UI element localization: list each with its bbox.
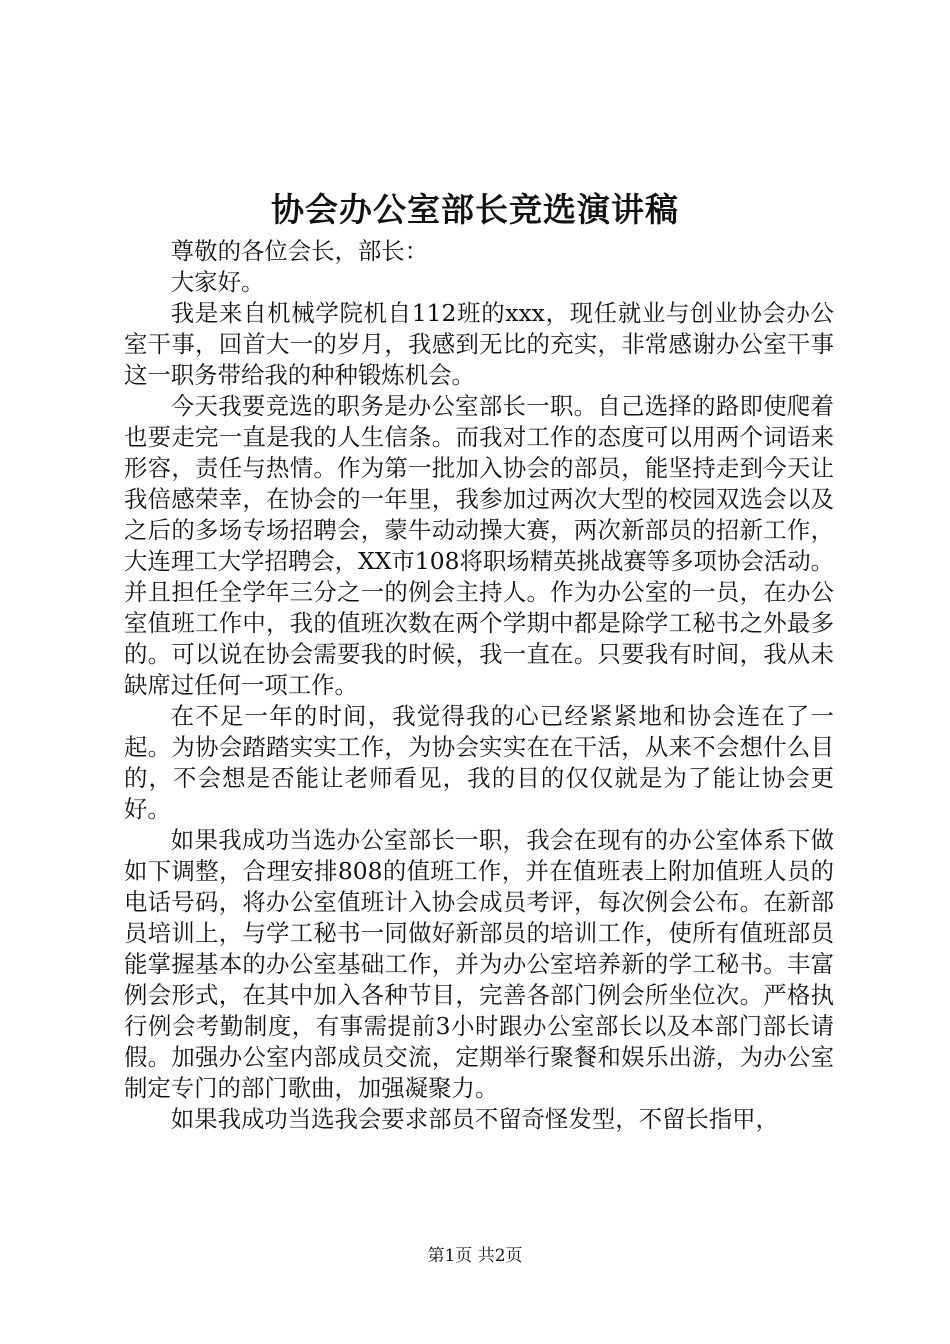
greeting-paragraph: 大家好。 [170, 268, 265, 296]
intro-paragraph: 我是来自机械学院机自112班的xxx，现任就业与创业协会办公室干事，回首大一的岁月，我感到无比的充实，非常感谢办公室干事这一职务带给我的种种锻炼机会。 [124, 299, 834, 389]
plan-paragraph: 如果我成功当选办公室部长一职，我会在现有的办公室体系下做如下调整，合理安排808的值班工作，并在值班表上附加值班人员的电话号码，将办公室值班计入协会成员考评，每次例会公布。在新部员培训上，与学工秘书一同做好新部员的培训工作，使所有值班部员能掌握基本的办公室基础工作，并为办公室培养新的学工秘书。丰富例会形式，在其中加入各种节目，完善各部门例会所坐位次。严格执行例会考勤制度，有事需提前3小时跟办公室部长以及本部门部长请假。加强办公室内部成员交流，定期举行聚餐和娱乐出游，为办公室制定专门的部门歌曲，加强凝聚力。 [124, 826, 834, 1102]
page-footer [0, 1244, 950, 1268]
commitment-paragraph: 在不足一年的时间，我觉得我的心已经紧紧地和协会连在了一起。为协会踏踏实实工作，为协会实实在在干活，从来不会想什么目的，不会想是否能让老师看见，我的目的仅仅就是为了能让协会更好。 [124, 702, 834, 823]
page-number-label: 第1页 共2页 [427, 1246, 523, 1266]
requirements-paragraph: 如果我成功当选我会要求部员不留奇怪发型，不留长指甲， [170, 1105, 779, 1133]
experience-paragraph: 今天我要竞选的职务是办公室部长一职。自己选择的路即使爬着也要走完一直是我的人生信条。而我对工作的态度可以用两个词语来形容，责任与热情。作为第一批加入协会的部员，能坚持走到今天让我倍感荣幸，在协会的一年里，我参加过两次大型的校园双选会以及之后的多场专场招聘会，蒙牛动动操大赛，两次新部员的招新工作，大连理工大学招聘会，XX市108将职场精英挑战赛等多项协会活动。并且担任全学年三分之一的例会主持人。作为办公室的一员，在办公室值班工作中，我的值班次数在两个学期中都是除学工秘书之外最多的。可以说在协会需要我的时候，我一直在。只要我有时间，我从未缺席过任何一项工作。 [124, 392, 834, 699]
salutation-paragraph: 尊敬的各位会长，部长： [170, 237, 429, 265]
document-body [124, 236, 834, 1135]
document-title: 协会办公室部长竞选演讲稿 [271, 190, 679, 229]
